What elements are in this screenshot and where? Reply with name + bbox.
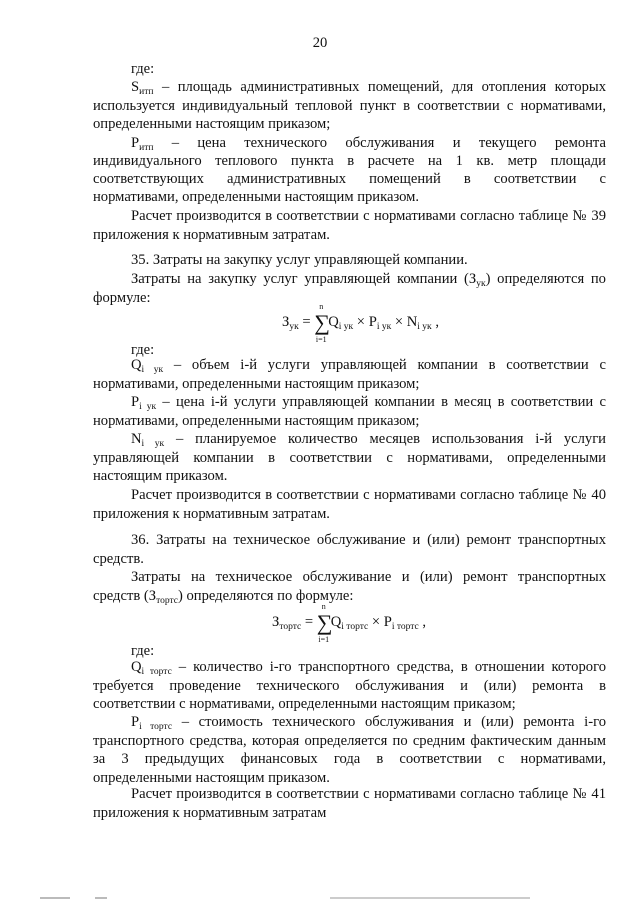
- def-line-3: [93, 170, 606, 189]
- definition-p-uk: [93, 393, 606, 430]
- def-line-2: [93, 152, 606, 171]
- formula-36: [272, 602, 427, 644]
- formula-term-sub: i тортс: [341, 622, 369, 632]
- formula-end: ,: [431, 314, 439, 330]
- definition-s-itp: [93, 78, 606, 134]
- word: ремонта: [554, 135, 606, 151]
- formula-lhs: З: [282, 314, 290, 330]
- section-36-heading: 36. Затраты на техническое обслуживание и (или) ремонт транспортных средств.: [93, 532, 606, 567]
- where-label: где:: [131, 342, 155, 358]
- var-p-sub: i тортс: [139, 722, 173, 732]
- calc-note-41: Расчет производится в соответствии с нормативами согласно таблице № 41 приложения к нормативным затратам: [93, 786, 606, 821]
- formula-lhs-sub: ук: [289, 322, 299, 332]
- word: административных: [227, 171, 346, 187]
- formula-term-sub: i тортс: [391, 622, 419, 632]
- sum-sign: ∑ n i=1: [316, 602, 333, 644]
- formula-term: N: [406, 314, 418, 330]
- formula-lhs: З: [272, 614, 280, 630]
- definition-q-torts: [93, 658, 606, 714]
- scan-artifact: [95, 897, 107, 899]
- word: и: [452, 135, 461, 151]
- formula-times: ×: [391, 314, 407, 330]
- intro-sub: ук: [476, 279, 486, 289]
- formula-term: Q: [330, 614, 342, 630]
- formula-term-sub: i ук: [376, 322, 392, 332]
- word: метр: [507, 153, 538, 169]
- formula-35: [282, 302, 439, 344]
- var-q: Q: [131, 659, 142, 675]
- var-q-sub: i ук: [141, 365, 164, 375]
- word: теплового: [215, 153, 278, 169]
- var-s-sub: итп: [139, 87, 154, 97]
- word: –: [171, 135, 180, 151]
- word: в: [463, 171, 471, 187]
- definition-n-uk: [93, 430, 606, 486]
- intro-text: ) определяются по формуле:: [177, 587, 354, 604]
- sum-upper: n: [319, 302, 324, 311]
- var-q-sub: i тортс: [141, 667, 172, 677]
- section-36-intro: [93, 568, 606, 605]
- sum-lower: i=1: [315, 335, 327, 344]
- word: помещений: [369, 171, 441, 187]
- definition-p-torts: [93, 713, 606, 787]
- scan-artifact: [40, 897, 70, 899]
- intro-text: Затраты на техническое обслуживание и (или) ремонт транспортных средств (З: [93, 569, 606, 604]
- sum-sign: ∑ n i=1: [314, 302, 330, 344]
- sum-upper: n: [321, 602, 326, 611]
- word: кв.: [476, 153, 495, 169]
- sum-lower: i=1: [318, 635, 330, 644]
- var-n-sub: i ук: [141, 439, 165, 449]
- intro-sub: тортс: [156, 595, 178, 606]
- word: соответствующих: [93, 171, 204, 187]
- formula-term-sub: i ук: [338, 322, 354, 332]
- where-label: где:: [131, 61, 155, 77]
- word: обслуживания: [345, 135, 435, 151]
- word: на: [427, 153, 443, 169]
- var-p-sub: итп: [139, 143, 154, 153]
- def-text: – стоимость технического обслуживания и (или) ремонта i-го транспортного средства, которая определяется по средним фактическим данным за 3 предыдущих финансовых года в соответствии с нормативами, определенными настоящим приказом.: [93, 714, 606, 786]
- page-number: 20: [312, 35, 328, 51]
- def-text: – количество i-го транспортного средства, в отношении которого требуется проведение технического обслуживания и (или) ремонта в соответствии с нормативами, определенными настоящим приказом;: [93, 659, 606, 713]
- formula-equals: =: [301, 614, 317, 630]
- formula-end: ,: [418, 614, 427, 630]
- definition-q-uk: [93, 356, 606, 393]
- def-line-4: нормативами, определенными настоящим приказом.: [93, 189, 420, 205]
- formula-term: P: [383, 614, 392, 630]
- word: расчете: [367, 153, 415, 169]
- formula-times: ×: [353, 314, 369, 330]
- word: с: [599, 171, 606, 187]
- section-35-intro: [93, 270, 606, 307]
- var-p: P: [131, 394, 140, 410]
- intro-text: ) определяются по формуле:: [93, 271, 606, 306]
- formula-lhs-sub: тортс: [279, 622, 302, 632]
- formula-term-sub: i ук: [417, 322, 432, 332]
- def-line-1: [131, 134, 606, 153]
- formula-times: ×: [368, 614, 384, 630]
- word: цена: [197, 135, 226, 151]
- word: площади: [550, 153, 606, 169]
- word: текущего: [478, 135, 537, 151]
- word: 1: [455, 153, 463, 169]
- var-s: S: [131, 79, 140, 95]
- scan-artifact: [330, 897, 530, 899]
- formula-term: P: [368, 314, 377, 330]
- word: пункта: [290, 153, 334, 169]
- word: технического: [244, 135, 328, 151]
- formula-equals: =: [298, 314, 315, 330]
- where-label: где:: [131, 643, 155, 659]
- var-n: N: [131, 431, 142, 447]
- var-p: P: [131, 714, 140, 730]
- var-q: Q: [131, 357, 142, 373]
- formula-term: Q: [328, 314, 339, 330]
- word: в: [347, 153, 355, 169]
- def-text: – планируемое количество месяцев использования i-й услуги управляющей компании в соответствии с нормативами, определенными настоящим приказом.: [93, 431, 606, 485]
- word: соответствии: [493, 171, 577, 187]
- def-text: – объем i-й услуги управляющей компании в соответствии с нормативами, определенными настоящим приказом;: [93, 357, 606, 392]
- def-text: – площадь административных помещений, для отопления которых используется индивидуальный тепловой пункт в соответствии с нормативами, определенными настоящим приказом;: [93, 79, 606, 133]
- section-35-heading: 35. Затраты на закупку услуг управляющей компании.: [131, 252, 468, 268]
- var-p: P: [131, 135, 140, 151]
- intro-text: Затраты на закупку услуг управляющей компании (З: [131, 271, 477, 287]
- var-p-wrap: [131, 134, 153, 153]
- var-p-sub: i ук: [139, 402, 157, 412]
- word: индивидуального: [93, 153, 202, 169]
- def-text: – цена i-й услуги управляющей компании в месяц в соответствии с нормативами, определенными настоящим приказом;: [93, 394, 606, 429]
- calc-note-40: Расчет производится в соответствии с нормативами согласно таблице № 40 приложения к нормативным затратам.: [93, 487, 606, 522]
- calc-note-39: Расчет производится в соответствии с нормативами согласно таблице № 39 приложения к нормативным затратам.: [93, 208, 606, 243]
